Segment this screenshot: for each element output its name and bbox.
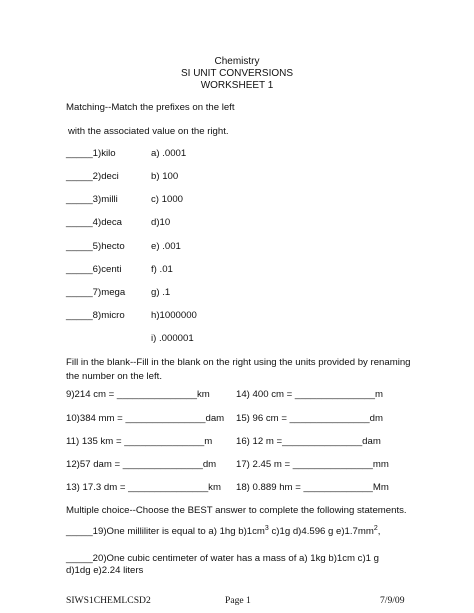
multiple-choice-instruction: Multiple choice--Choose the BEST answer to complete the following statements.	[66, 505, 407, 516]
fill-blank-item-9: 9)214 cm = _______________km	[66, 389, 210, 400]
matching-value-g: g) .1	[151, 287, 171, 298]
footer-page-number: Page 1	[225, 595, 251, 606]
fill-blank-item-18: 18) 0.889 hm = _____________Mm	[236, 482, 389, 493]
fill-blank-instruction: Fill in the blank--Fill in the blank on the right using the units provided by renaming the number on the left.	[66, 357, 411, 382]
question-19-text: _____19)One milliliter is equal to a) 1hg b)1cm	[66, 526, 265, 537]
matching-item-2: _____2)deci	[66, 171, 119, 182]
matching-value-i: i) .000001	[151, 333, 194, 344]
matching-value-a: a) .0001	[151, 148, 187, 159]
matching-value-c: c) 1000	[151, 194, 183, 205]
fill-blank-item-16: 16) 12 m =_______________dam	[236, 436, 381, 447]
fill-blank-item-14: 14) 400 cm = _______________m	[236, 389, 383, 400]
fill-blank-item-15: 15) 96 cm = _______________dm	[236, 413, 383, 424]
matching-item-5: _____5)hecto	[66, 241, 125, 252]
footer-date: 7/9/09	[380, 595, 405, 606]
fill-blank-item-10: 10)384 mm = _______________dam	[66, 413, 225, 424]
question-19-exponent-2: 2	[373, 524, 378, 532]
matching-item-4: _____4)deca	[66, 217, 123, 228]
question-20-line-2: d)1dg e)2.24 liters	[66, 565, 144, 576]
fill-blank-item-11: 11) 135 km = _______________m	[66, 436, 213, 447]
worksheet-subject: Chemistry	[214, 56, 260, 67]
matching-item-6: _____6)centi	[66, 264, 122, 275]
matching-value-e: e) .001	[151, 241, 181, 252]
matching-value-h: h)1000000	[151, 310, 197, 321]
matching-value-b: b) 100	[151, 171, 179, 182]
question-19-end: ,	[377, 526, 381, 537]
matching-item-7: _____7)mega	[66, 287, 126, 298]
question-20-line-1: _____20)One cubic centimeter of water has a mass of a) 1kg b)1cm c)1 g	[66, 553, 380, 564]
worksheet-number: WORKSHEET 1	[200, 80, 274, 91]
matching-item-3: _____3)milli	[66, 194, 118, 205]
matching-instruction-1: Matching--Match the prefixes on the left	[66, 102, 235, 113]
worksheet-title: SI UNIT CONVERSIONS	[180, 68, 294, 79]
question-19-exponent-1: 3	[264, 524, 269, 532]
footer-document-code: SIWS1CHEMLCSD2	[66, 595, 151, 606]
matching-value-f: f) .01	[151, 264, 173, 275]
fill-blank-item-12: 12)57 dam = _______________dm	[66, 459, 217, 470]
matching-item-1: _____1)kilo	[66, 148, 116, 159]
fill-blank-item-13: 13) 17.3 dm = _______________km	[66, 482, 221, 493]
matching-instruction-2: with the associated value on the right.	[68, 126, 229, 137]
question-19-middle: c)1g d)4.596 g e)1.7mm	[268, 526, 374, 537]
question-19	[66, 526, 380, 537]
matching-item-8: _____8)micro	[66, 310, 125, 321]
matching-value-d: d)10	[151, 217, 171, 228]
fill-blank-item-17: 17) 2.45 m = _______________mm	[236, 459, 389, 470]
